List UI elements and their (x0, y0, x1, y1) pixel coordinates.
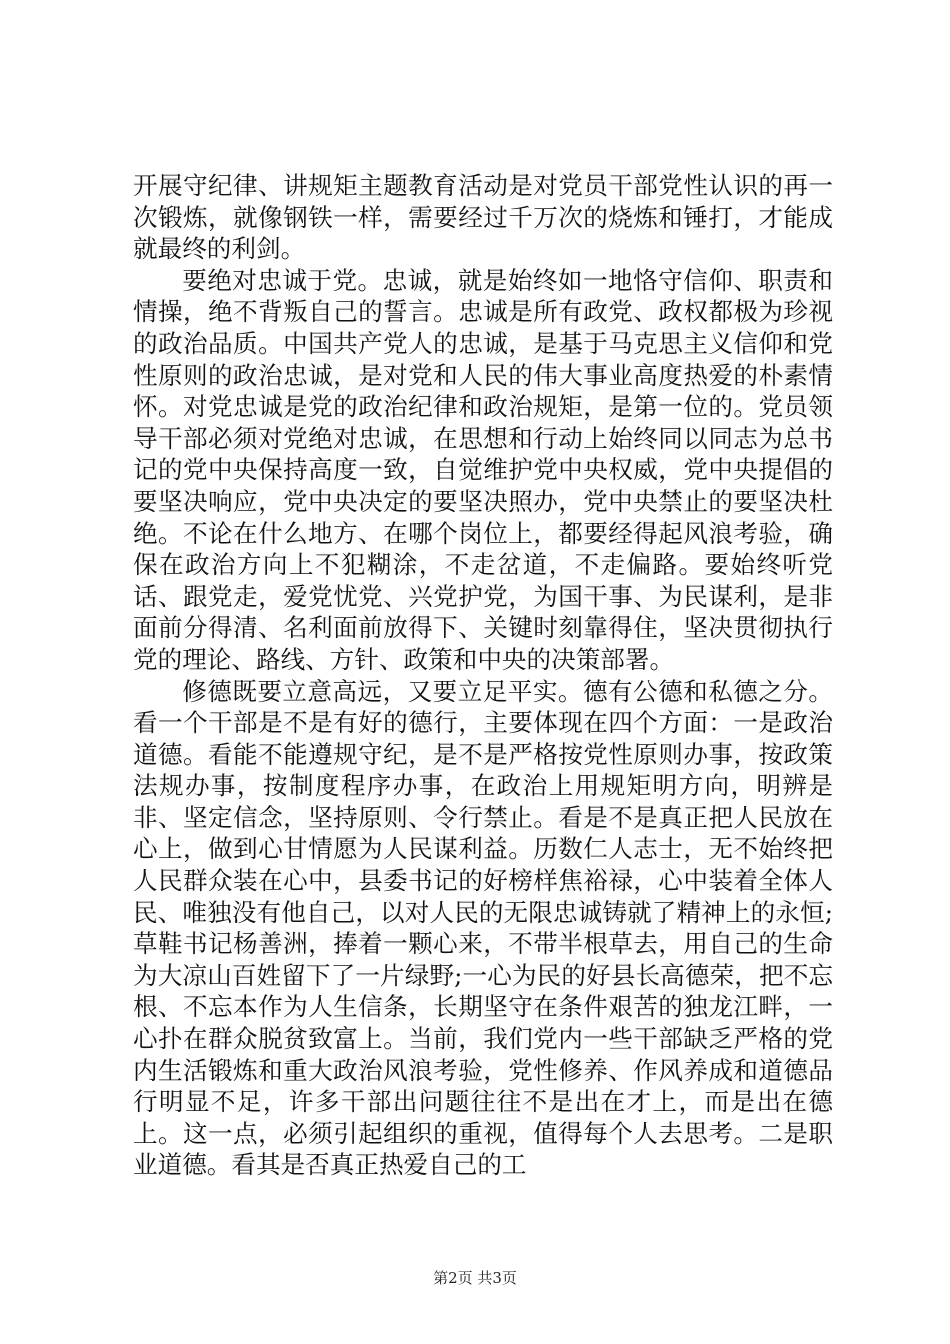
paragraph-continuation: 开展守纪律、讲规矩主题教育活动是对党员干部党性认识的再一次锻炼，就像钢铁一样，需要经过千万次的烧炼和锤打，才能成就最终的利剑。 (133, 171, 833, 264)
document-body (133, 170, 833, 1181)
paragraph-loyalty: 要绝对忠诚于党。忠诚，就是始终如一地恪守信仰、职责和情操，绝不背叛自己的誓言。忠诚是所有政党、政权都极为珍视的政治品质。中国共产党人的忠诚，是基于马克思主义信仰和党性原则的政治忠诚，是对党和人民的伟大事业高度热爱的朴素情怀。对党忠诚是党的政治纪律和政治规矩，是第一位的。党员领导干部必须对党绝对忠诚，在思想和行动上始终同以同志为总书记的党中央保持高度一致，自觉维护党中央权威，党中央提倡的要坚决响应，党中央决定的要坚决照办，党中央禁止的要坚决杜绝。不论在什么地方、在哪个岗位上，都要经得起风浪考验，确保在政治方向上不犯糊涂，不走岔道，不走偏路。要始终听党话、跟党走，爱党忧党、兴党护党，为国干事、为民谋利，是非面前分得清、名利面前放得下、关键时刻靠得住，坚决贯彻执行党的理论、路线、方针、政策和中央的决策部署。 (133, 265, 833, 674)
page-number-footer: 第2页 共3页 (433, 1269, 517, 1287)
paragraph-morality: 修德既要立意高远，又要立足平实。德有公德和私德之分。看一个干部是不是有好的德行，主要体现在四个方面：一是政治道德。看能不能遵规守纪，是不是严格按党性原则办事，按政策法规办事，按制度程序办事，在政治上用规矩明方向，明辨是非、坚定信念，坚持原则、令行禁止。看是不是真正把人民放在心上，做到心甘情愿为人民谋利益。历数仁人志士，无不始终把人民群众装在心中，县委书记的好榜样焦裕禄，心中装着全体人民、唯独没有他自己，以对人民的无限忠诚铸就了精神上的永恒;草鞋书记杨善洲，捧着一颗心来，不带半根草去，用自己的生命为大凉山百姓留下了一片绿野;一心为民的好县长高德荣，把不忘根、不忘本作为人生信条，长期坚守在条件艰苦的独龙江畔，一心扑在群众脱贫致富上。当前，我们党内一些干部缺乏严格的党内生活锻炼和重大政治风浪考验，党性修养、作风养成和道德品行明显不足，许多干部出问题往往不是出在才上，而是出在德上。这一点，必须引起组织的重视，值得每个人去思考。二是职业道德。看其是否真正热爱自己的工 (133, 676, 833, 1180)
